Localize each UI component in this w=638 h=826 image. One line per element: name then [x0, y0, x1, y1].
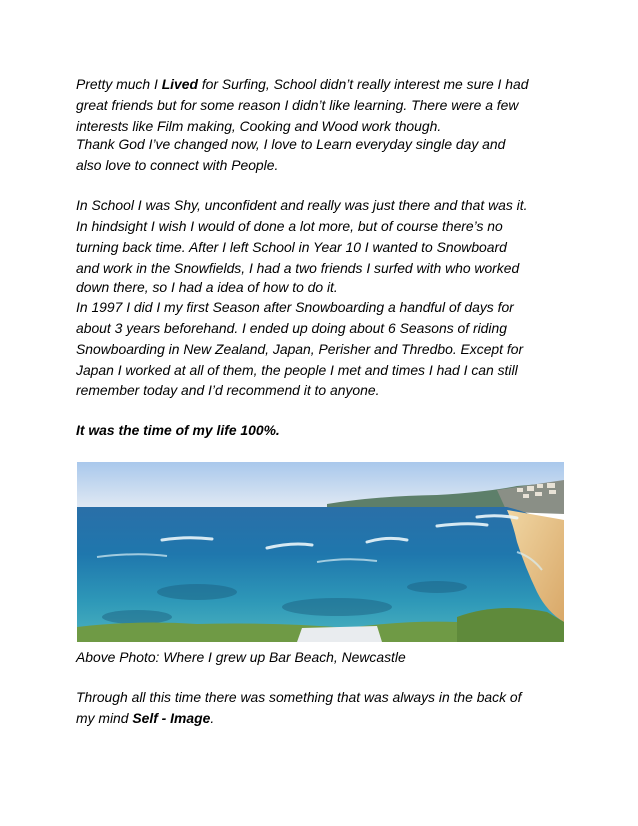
- paragraph-2-line-2: In hindsight I wish I would of done a lot more, but of course there’s no: [76, 218, 503, 234]
- paragraph-1-line-4: Thank God I’ve changed now, I love to Learn everyday single day and: [76, 136, 506, 152]
- paragraph-2-line-1: In School I was Shy, unconfident and really was just there and that was it.: [76, 197, 528, 213]
- paragraph-2-line-9: Japan I worked at all of them, the people I met and times I had I can still: [76, 362, 518, 378]
- paragraph-2-line-7: about 3 years beforehand. I ended up doing about 6 Seasons of riding: [76, 320, 507, 336]
- photo-caption: Above Photo: Where I grew up Bar Beach, Newcastle: [76, 649, 406, 665]
- paragraph-2-line-3: turning back time. After I left School in Year 10 I wanted to Snowboard: [76, 239, 507, 255]
- paragraph-1-line-1: Pretty much I Lived for Surfing, School didn’t really interest me sure I had: [76, 76, 529, 92]
- bar-beach-photo: [77, 462, 564, 642]
- paragraph-2-line-6: In 1997 I did I my first Season after Snowboarding a handful of days for: [76, 299, 514, 315]
- paragraph-2-line-4: and work in the Snowfields, I had a two friends I surfed with who worked: [76, 260, 520, 276]
- paragraph-1-line-3: interests like Film making, Cooking and Wood work though.: [76, 118, 442, 134]
- paragraph-2-line-10: remember today and I’d recommend it to anyone.: [76, 382, 380, 398]
- bold-self-image: Self - Image: [132, 710, 211, 726]
- bold-lived: Lived: [161, 76, 198, 92]
- paragraph-3-line-2: my mind Self - Image.: [76, 710, 215, 726]
- paragraph-1-line-2: great friends but for some reason I didn’t like learning. There were a few: [76, 97, 519, 113]
- paragraph-2-line-5: down there, so I had a idea of how to do it.: [76, 279, 338, 295]
- paragraph-3-line-1: Through all this time there was something that was always in the back of: [76, 689, 522, 705]
- paragraph-2-line-8: Snowboarding in New Zealand, Japan, Perisher and Thredbo. Except for: [76, 341, 524, 357]
- paragraph-1-line-5: also love to connect with People.: [76, 157, 279, 173]
- highlight-statement: It was the time of my life 100%.: [76, 422, 280, 438]
